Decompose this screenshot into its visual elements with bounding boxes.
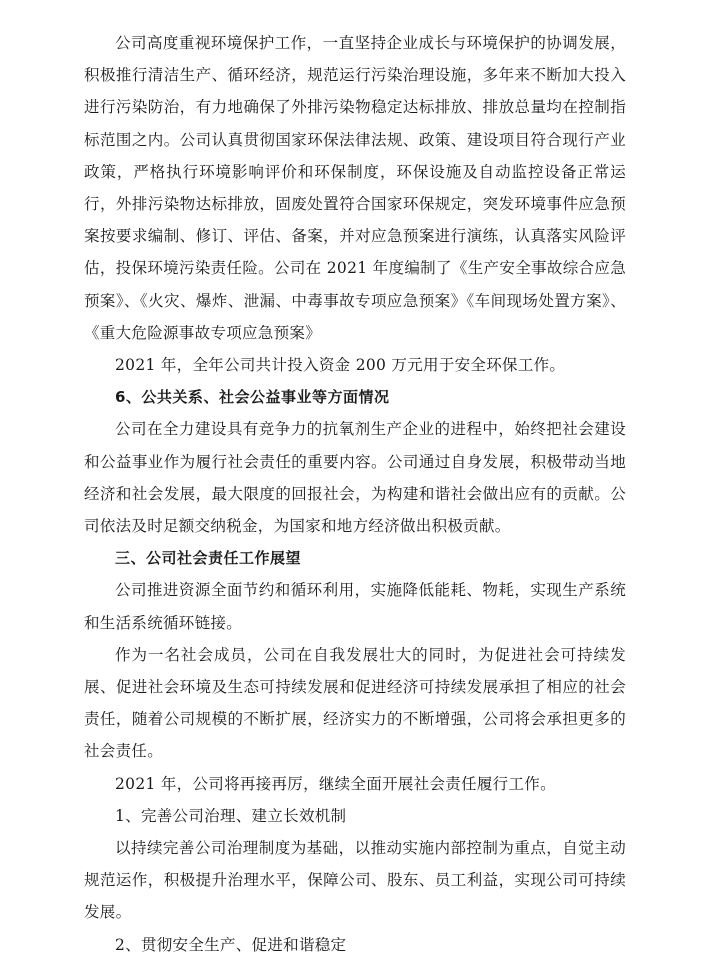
list-item-safety: 2、贯彻安全生产、促进和谐稳定 — [115, 935, 347, 954]
paragraph-safety-investment: 2021 年，全年公司共计投入资金 200 万元用于安全环保工作。 — [115, 356, 566, 375]
section-heading-outlook: 三、公司社会责任工作展望 — [115, 549, 302, 568]
paragraph-environmental-protection: 公司高度重视环境保护工作，一直坚持企业成长与环境保护的协调发展，积极推行清洁生产、循环经济，规范运行污染治理设施，多年来不断加大投入进行污染防治，有力地确保了外排污染物稳定达标排放、排放总量均在控制指标范围之内。公司认真贯彻国家环保法律法规、政策、建设项目符合现行产业政策，严格执行环境影响评价和环保制度，环保设施及自动监控设备正常运行，外排污染物达标排放，固废处置符合国家环保规定，突发环境事件应急预案按要求编制、修订、评估、备案，并对应急预案进行演练，认真落实风险评估，投保环境污染责任险。公司在 2021 年度编制了《生产安全事故综合应急预案》、《火灾、爆炸、泄漏、中毒事故专项应急预案》《车间现场处置方案》、《重大危险源事故专项应急预案》 — [84, 34, 626, 342]
paragraph-2021-plan: 2021 年，公司将再接再厉，继续全面开展社会责任履行工作。 — [115, 774, 556, 793]
paragraph-public-welfare: 公司在全力建设具有竞争力的抗氧剂生产企业的进程中，始终把社会建设和公益事业作为履行社会责任的重要内容。公司通过自身发展，积极带动当地经济和社会发展，最大限度的回报社会，为构建和谐社会做出应有的贡献。公司依法及时足额交纳税金，为国家和地方经济做出积极贡献。 — [84, 420, 626, 536]
paragraph-social-member: 作为一名社会成员，公司在自我发展壮大的同时，为促进社会可持续发展、促进社会环境及生态可持续发展和促进经济可持续发展承担了相应的社会责任，随着公司规模的不断扩展，经济实力的不断增强，公司将会承担更多的社会责任。 — [84, 645, 626, 761]
section-heading-public-relations: 6、公共关系、社会公益事业等方面情况 — [115, 388, 390, 407]
paragraph-resource-recycling: 公司推进资源全面节约和循环利用，实施降低能耗、物耗，实现生产系统和生活系统循环链接。 — [84, 581, 626, 632]
list-item-governance: 1、完善公司治理、建立长效机制 — [115, 806, 347, 825]
document-page — [84, 27, 626, 961]
paragraph-governance-detail: 以持续完善公司治理制度为基础，以推动实施内部控制为重点，自觉主动规范运作，积极提升治理水平，保障公司、股东、员工利益，实现公司可持续发展。 — [84, 839, 626, 922]
